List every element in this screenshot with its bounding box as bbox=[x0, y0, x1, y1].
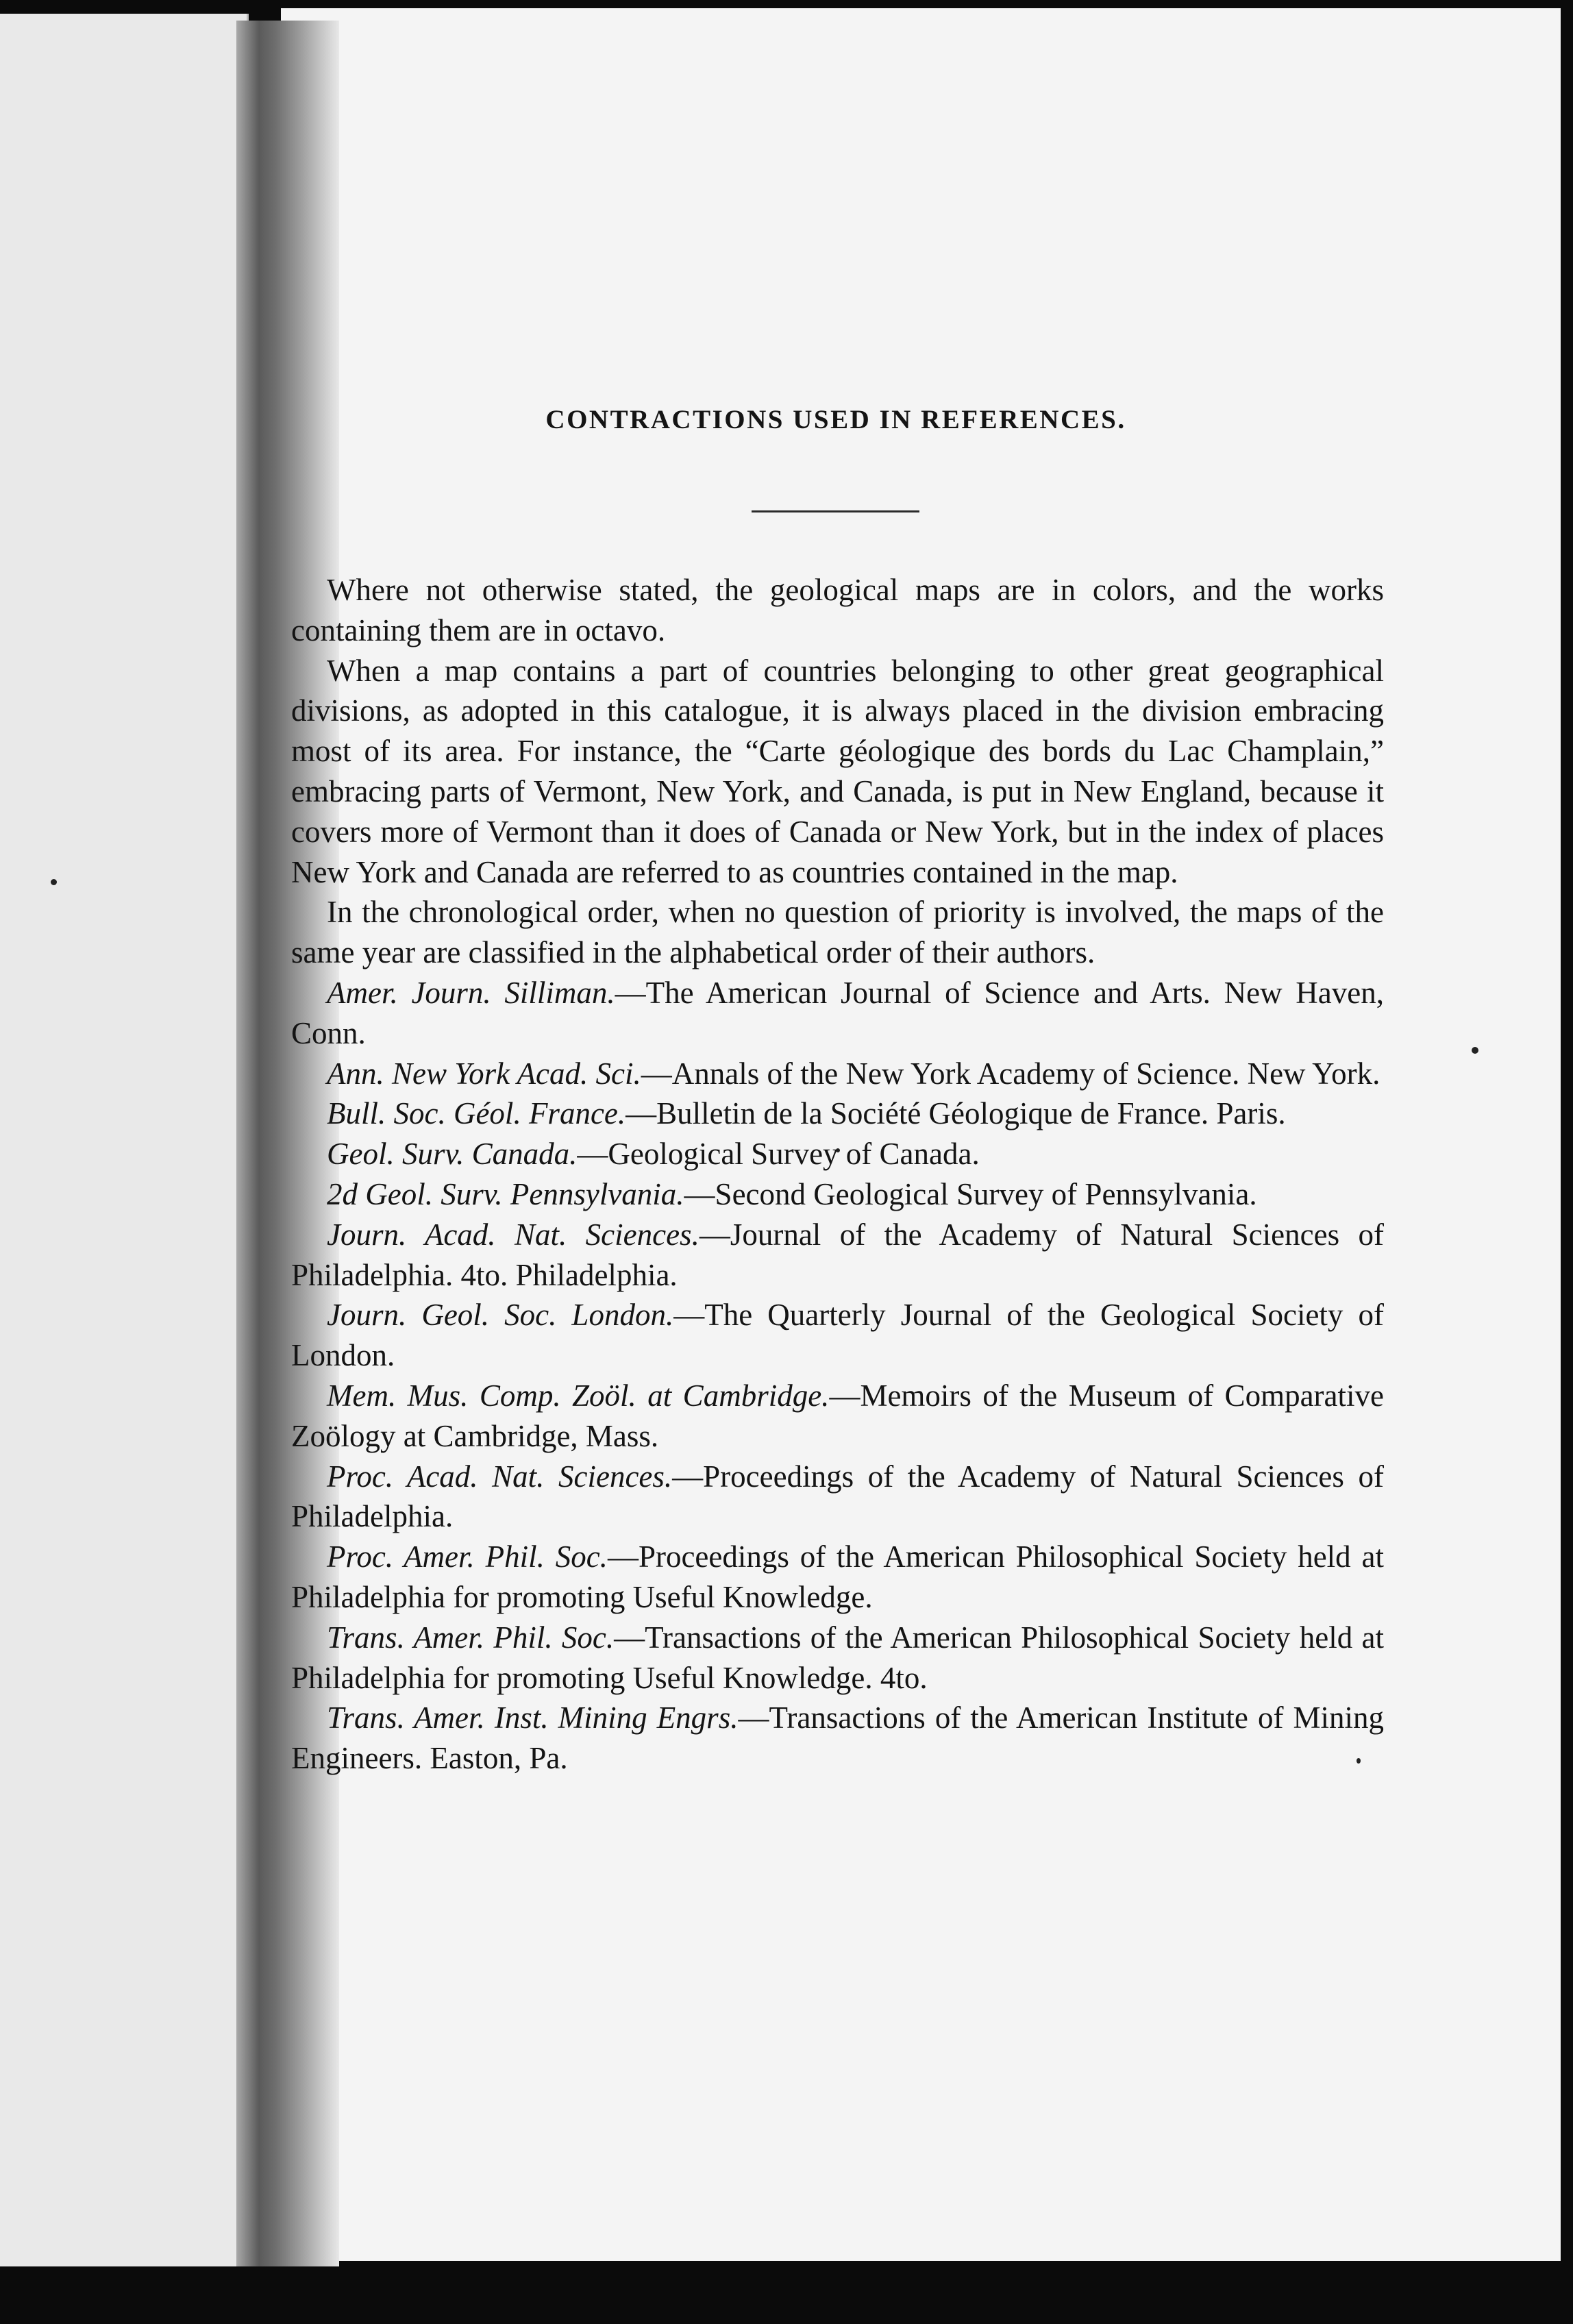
abbreviation-term: Bull. Soc. Géol. France. bbox=[327, 1096, 626, 1131]
abbreviation-term: Trans. Amer. Phil. Soc. bbox=[327, 1620, 615, 1655]
paper-speck bbox=[1472, 1047, 1478, 1054]
page-heading: CONTRACTIONS USED IN REFERENCES. bbox=[545, 405, 1126, 434]
abbreviation-entry bbox=[291, 1457, 1384, 1537]
abbreviation-definition: —Proceedings of the Academy of Natural Sciences of Philadelphia. bbox=[291, 1459, 1384, 1534]
abbreviation-definition: —Memoirs of the Museum of Comparative Zoölogy at Cambridge, Mass. bbox=[291, 1378, 1384, 1453]
abbreviation-term: Ann. New York Acad. Sci. bbox=[327, 1056, 641, 1091]
abbreviation-term: Mem. Mus. Comp. Zoöl. at Cambridge. bbox=[327, 1378, 830, 1413]
scan-border-right bbox=[1561, 8, 1573, 2269]
abbreviation-entry bbox=[291, 1134, 1384, 1174]
abbreviation-entry bbox=[291, 1376, 1384, 1457]
abbreviation-entry bbox=[291, 1618, 1384, 1698]
abbreviation-term: Amer. Journ. Silliman. bbox=[327, 975, 615, 1010]
intro-paragraph: Where not otherwise stated, the geological maps are in colors, and the works containing them are in octavo. bbox=[291, 573, 1384, 647]
abbreviation-entry bbox=[291, 1295, 1384, 1376]
abbreviation-definition: —Journal of the Academy of Natural Sciences of Philadelphia. 4to. Philadelphia. bbox=[291, 1217, 1384, 1292]
page-body bbox=[291, 570, 1384, 1779]
abbreviation-entry bbox=[291, 1537, 1384, 1618]
abbreviation-entry bbox=[291, 1215, 1384, 1296]
abbreviation-definition: —Transactions of the American Philosophical Society held at Philadelphia for promoting Useful Knowledge. 4to. bbox=[291, 1620, 1384, 1695]
abbreviation-term: Trans. Amer. Inst. Mining Engrs. bbox=[327, 1701, 739, 1735]
abbreviation-definition: —Geological Survey of Canada. bbox=[577, 1137, 980, 1172]
abbreviation-term: Journ. Acad. Nat. Sciences. bbox=[327, 1217, 699, 1252]
abbreviation-term: Proc. Acad. Nat. Sciences. bbox=[327, 1459, 673, 1494]
abbreviation-entry bbox=[291, 973, 1384, 1054]
abbreviation-term: Geol. Surv. Canada. bbox=[327, 1137, 578, 1172]
abbreviation-definition: —Transactions of the American Institute of Mining Engineers. Easton, Pa. bbox=[291, 1701, 1384, 1776]
paper-speck bbox=[51, 879, 57, 885]
abbreviation-term: Proc. Amer. Phil. Soc. bbox=[327, 1540, 608, 1574]
scan-border-bottom bbox=[0, 2266, 1573, 2324]
abbreviation-entry bbox=[291, 1174, 1384, 1215]
abbreviation-entry bbox=[291, 1054, 1384, 1094]
abbreviation-entry bbox=[291, 1698, 1384, 1779]
abbreviation-definition: —Second Geological Survey of Pennsylvania. bbox=[684, 1176, 1257, 1211]
abbreviation-definition: —Annals of the New York Academy of Science. New York. bbox=[641, 1056, 1380, 1091]
heading-divider bbox=[752, 510, 919, 512]
intro-paragraph: In the chronological order, when no question of priority is involved, the maps of the same year are classified in the alphabetical order of their authors. bbox=[291, 895, 1384, 970]
abbreviation-definition: —Bulletin de la Société Géologique de France. Paris. bbox=[626, 1096, 1286, 1131]
abbreviation-term: Journ. Geol. Soc. London. bbox=[327, 1298, 674, 1333]
left-page bbox=[0, 14, 249, 2268]
abbreviation-definition: —The Quarterly Journal of the Geological Society of London. bbox=[291, 1298, 1385, 1373]
intro-paragraph: When a map contains a part of countries belonging to other great geographical divisions, as adopted in this catalogue, it is always placed in the division embracing most of its area. For instance, the “Carte géologique des bords du Lac Champlain,” embracing parts of Vermont, New York, and Canada, is put in New England, because it covers more of Vermont than it does of Canada or New York, but in the index of places New York and Canada are referred to as countries contained in the map. bbox=[291, 653, 1384, 889]
abbreviation-definition: —The American Journal of Science and Arts. New Haven, Conn. bbox=[291, 975, 1384, 1050]
abbreviation-entry bbox=[291, 1093, 1384, 1134]
abbreviation-term: 2d Geol. Surv. Pennsylvania. bbox=[327, 1176, 684, 1211]
abbreviation-definition: —Proceedings of the American Philosophical Society held at Philadelphia for promoting Useful Knowledge. bbox=[291, 1540, 1384, 1614]
